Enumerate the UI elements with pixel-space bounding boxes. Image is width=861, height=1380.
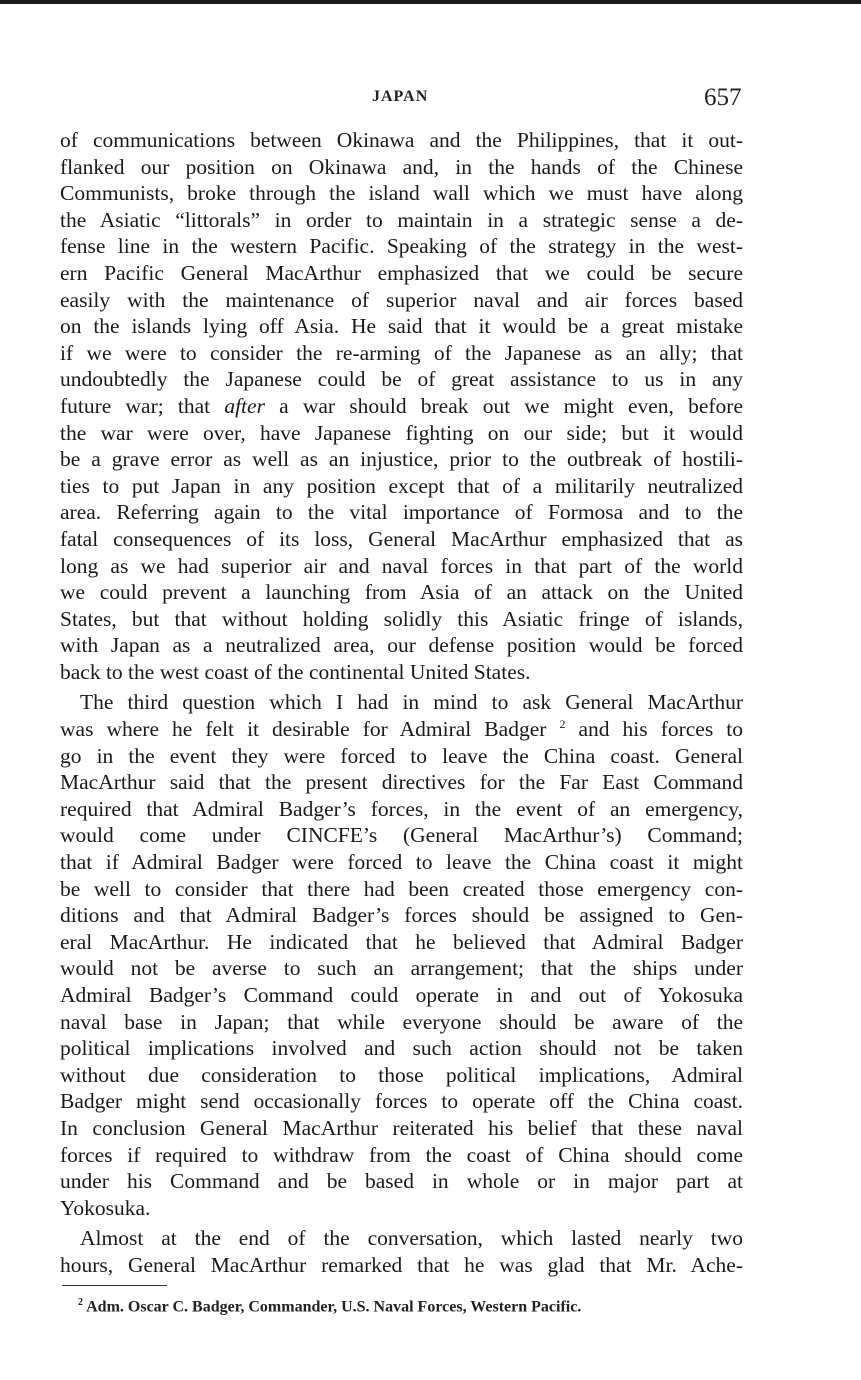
- text-line: States, but that without holding solidly this Asiatic fringe of islands,: [60, 606, 743, 631]
- text-segment: was where he felt it desirable for Admiral Badger: [60, 717, 560, 742]
- text-line: without due consideration to those political implications, Admiral: [60, 1062, 743, 1087]
- text-line: ditions and that Admiral Badger’s forces should be assigned to Gen-: [60, 903, 743, 928]
- text-line: fense line in the western Pacific. Speaking of the strategy in the west-: [60, 234, 743, 259]
- running-header: [0, 84, 861, 114]
- footnote-reference: 2: [559, 716, 566, 731]
- text-line: would come under CINCFE’s (General MacArthur’s) Command;: [60, 823, 743, 848]
- text-line: of communications between Okinawa and the Philippines, that it out-: [60, 128, 743, 152]
- italic-emphasis: after: [224, 393, 265, 418]
- text-line: The third question which I had in mind to ask General MacArthur: [80, 690, 743, 715]
- text-line: In conclusion General MacArthur reiterated his belief that these naval: [60, 1115, 743, 1140]
- text-line: back to the west coast of the continental United States.: [60, 659, 531, 684]
- text-line: naval base in Japan; that while everyone should be aware of the: [60, 1009, 743, 1034]
- text-line: Admiral Badger’s Command could operate in and out of Yokosuka: [60, 983, 743, 1007]
- text-line: would not be averse to such an arrangement; that the ships under: [60, 956, 743, 981]
- text-line: Almost at the end of the conversation, which lasted nearly two: [80, 1226, 743, 1251]
- text-line: we could prevent a launching from Asia of an attack on the United: [60, 580, 743, 605]
- text-line: Communists, broke through the island wall which we must have along: [60, 181, 743, 206]
- text-line: MacArthur said that the present directives for the Far East Command: [60, 770, 743, 795]
- text-line: on the islands lying off Asia. He said that it would be a great mistake: [60, 314, 743, 339]
- footnote: [78, 1297, 581, 1316]
- text-segment: future war; that: [60, 393, 225, 418]
- text-line: ern Pacific General MacArthur emphasized that we could be secure: [60, 260, 743, 285]
- page-top-rule: [0, 0, 861, 4]
- paragraph-3: [60, 1225, 743, 1278]
- text-line: hours, General MacArthur remarked that he was glad that Mr. Ache-: [60, 1252, 743, 1277]
- text-line: fatal consequences of its loss, General MacArthur emphasized that as: [60, 526, 743, 551]
- text-line-with-italic: [60, 393, 743, 420]
- footnote-text: Adm. Oscar C. Badger, Commander, U.S. Naval Forces, Western Pacific.: [86, 1298, 582, 1316]
- text-line: Badger might send occasionally forces to operate off the China coast.: [60, 1089, 743, 1114]
- text-line: easily with the maintenance of superior naval and air forces based: [60, 287, 743, 312]
- page-number: 657: [704, 84, 742, 111]
- text-segment: and his forces to: [565, 717, 743, 742]
- text-line: political implications involved and such action should not be taken: [60, 1036, 743, 1061]
- running-title: JAPAN: [372, 88, 429, 105]
- text-line: long as we had superior air and naval forces in that part of the world: [60, 553, 743, 578]
- body-text: [60, 127, 743, 1279]
- text-line: flanked our position on Okinawa and, in the hands of the Chinese: [60, 154, 743, 179]
- text-line: eral MacArthur. He indicated that he believed that Admiral Badger: [60, 929, 743, 954]
- text-line: be a grave error as well as an injustice, prior to the outbreak of hostili-: [60, 447, 743, 472]
- text-line: under his Command and be based in whole or in major part at: [60, 1169, 743, 1194]
- text-line-with-footnote-ref: [60, 716, 743, 743]
- paragraph-2: [60, 689, 743, 1221]
- paragraph-1: [60, 127, 743, 685]
- text-line: ties to put Japan in any position except that of a militarily neutralized: [60, 473, 743, 498]
- text-segment: a war should break out we might even, before: [264, 393, 744, 418]
- text-line: with Japan as a neutralized area, our defense position would be forced: [60, 633, 743, 658]
- text-line: the Asiatic “littorals” in order to maintain in a strategic sense a de-: [60, 207, 743, 232]
- text-line: Yokosuka.: [60, 1195, 151, 1220]
- text-line: required that Admiral Badger’s forces, in the event of an emergency,: [60, 796, 743, 821]
- footnote-rule: [62, 1285, 167, 1286]
- text-line: that if Admiral Badger were forced to leave the China coast it might: [60, 850, 743, 875]
- text-line: go in the event they were forced to leave the China coast. General: [60, 743, 743, 768]
- text-line: area. Referring again to the vital importance of Formosa and to the: [60, 500, 743, 525]
- text-line: be well to consider that there had been created those emergency con-: [60, 876, 743, 901]
- footnote-marker: 2: [78, 1297, 83, 1308]
- text-line: forces if required to withdraw from the coast of China should come: [60, 1142, 743, 1167]
- text-line: the war were over, have Japanese fighting on our side; but it would: [60, 420, 743, 445]
- text-line: if we were to consider the re-arming of the Japanese as an ally; that: [60, 340, 743, 365]
- text-line: undoubtedly the Japanese could be of great assistance to us in any: [60, 367, 743, 392]
